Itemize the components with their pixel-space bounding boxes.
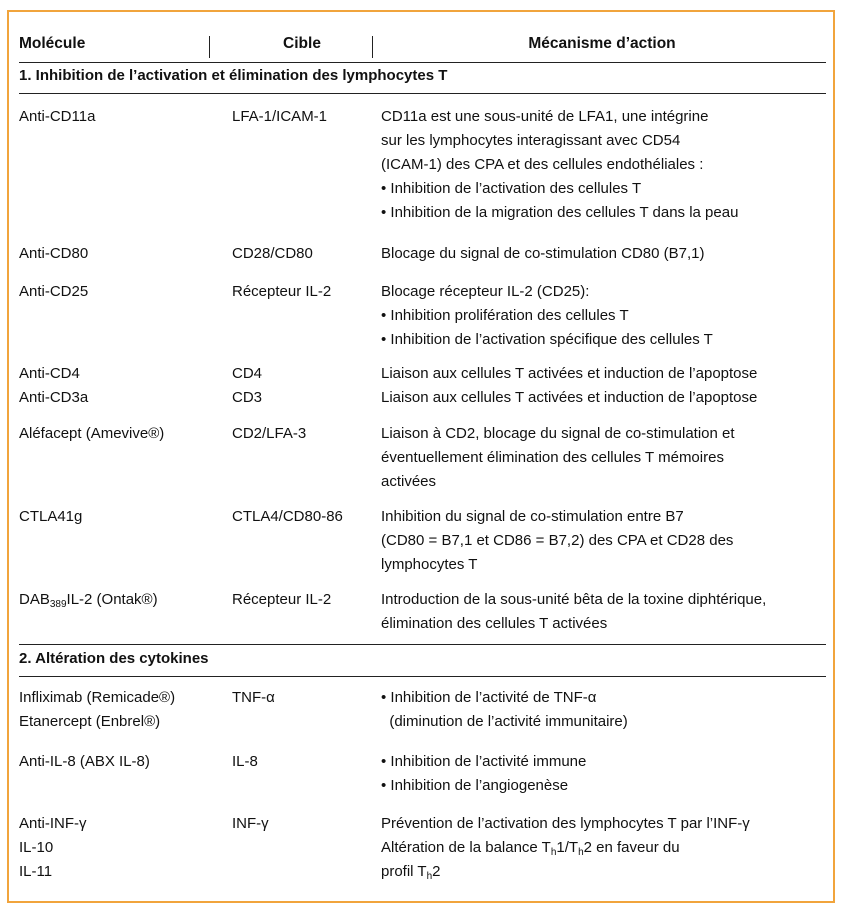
- target-name: IL-8: [232, 753, 258, 770]
- molecule-name: Anti-INF-γ: [19, 815, 87, 832]
- mechanism-line: Introduction de la sous-unité bêta de la toxine diphtérique,: [381, 591, 767, 608]
- mechanism-line: • Inhibition de la migration des cellules T dans la peau: [381, 204, 739, 221]
- molecule-name: IL-10: [19, 839, 54, 856]
- molecule-name: Anti-CD3a: [19, 389, 89, 406]
- section-title: 2. Altération des cytokines: [19, 650, 209, 667]
- divider: [19, 676, 826, 677]
- header-molecule: Molécule: [19, 35, 86, 52]
- mechanism-line: • Inhibition de l’activité immune: [381, 753, 587, 770]
- mechanism-line: activées: [381, 473, 437, 490]
- header-target: Cible: [283, 35, 321, 52]
- target-name: CD4: [232, 365, 263, 382]
- divider: [19, 644, 826, 645]
- mechanism-line: CD11a est une sous-unité de LFA1, une intégrine: [381, 108, 709, 125]
- molecule-name: Anti-CD4: [19, 365, 80, 382]
- header-mechanism: Mécanisme d’action: [528, 35, 676, 52]
- divider: [19, 93, 826, 94]
- mechanism-line: Liaison à CD2, blocage du signal de co-stimulation et: [381, 425, 735, 442]
- target-name: CTLA4/CD80-86: [232, 508, 343, 525]
- mechanism-line: • Inhibition prolifération des cellules T: [381, 307, 629, 324]
- mechanism-line: lymphocytes T: [381, 556, 478, 573]
- target-name: CD3: [232, 389, 263, 406]
- mechanism-line: • Inhibition de l’angiogenèse: [381, 777, 569, 794]
- mechanism-line: Altération de la balance $T_h1/T_h2$ en faveur du: [381, 839, 680, 858]
- divider: [19, 62, 826, 63]
- mechanism-line: Prévention de l’activation des lymphocytes T par l’INF-γ: [381, 815, 750, 832]
- mechanism-line: • Inhibition de l’activité de TNF-α: [381, 689, 597, 706]
- mechanism-line: (CD80 = B7,1 et CD86 = B7,2) des CPA et CD28 des: [381, 532, 734, 549]
- molecule-name: Anti-CD11a: [19, 108, 96, 125]
- mechanism-line: sur les lymphocytes interagissant avec CD54: [381, 132, 681, 149]
- molecule-name: $DAB_{389}IL-2$ (Ontak®): [19, 591, 158, 610]
- target-name: INF-γ: [232, 815, 269, 832]
- target-name: CD28/CD80: [232, 245, 313, 262]
- mechanism-line: Liaison aux cellules T activées et induction de l’apoptose: [381, 389, 758, 406]
- molecule-name: Anti-IL-8 (ABX IL-8): [19, 753, 150, 770]
- molecule-name: IL-11: [19, 863, 53, 880]
- target-name: Récepteur IL-2: [232, 591, 332, 608]
- molecule-name: Anti-CD80: [19, 245, 89, 262]
- target-name: TNF-α: [232, 689, 275, 706]
- molecule-name: Etanercept (Enbrel®): [19, 713, 161, 730]
- header-separator: [209, 36, 210, 58]
- molecule-name: Anti-CD25: [19, 283, 89, 300]
- molecule-name: Aléfacept (Amevive®): [19, 425, 165, 442]
- mechanism-line: (diminution de l’activité immunitaire): [381, 713, 628, 730]
- molecule-name: CTLA41g: [19, 508, 83, 525]
- section-title: 1. Inhibition de l’activation et élimination des lymphocytes T: [19, 67, 448, 84]
- mechanism-line: • Inhibition de l’activation spécifique des cellules T: [381, 331, 713, 348]
- target-name: LFA-1/ICAM-1: [232, 108, 328, 125]
- molecule-name: Infliximab (Remicade®): [19, 689, 176, 706]
- mechanism-line: élimination des cellules T activées: [381, 615, 608, 632]
- mechanism-line: profil $T_h2$: [381, 863, 441, 882]
- mechanism-line: • Inhibition de l’activation des cellules T: [381, 180, 642, 197]
- header-separator: [372, 36, 373, 58]
- mechanism-line: Blocage récepteur IL-2 (CD25):: [381, 283, 590, 300]
- mechanism-line: Blocage du signal de co-stimulation CD80 (B7,1): [381, 245, 705, 262]
- target-name: Récepteur IL-2: [232, 283, 332, 300]
- mechanism-line: Inhibition du signal de co-stimulation entre B7: [381, 508, 684, 525]
- mechanism-line: Liaison aux cellules T activées et induction de l’apoptose: [381, 365, 758, 382]
- target-name: CD2/LFA-3: [232, 425, 307, 442]
- mechanism-line: éventuellement élimination des cellules T mémoires: [381, 449, 724, 466]
- mechanism-line: (ICAM-1) des CPA et des cellules endothéliales :: [381, 156, 704, 173]
